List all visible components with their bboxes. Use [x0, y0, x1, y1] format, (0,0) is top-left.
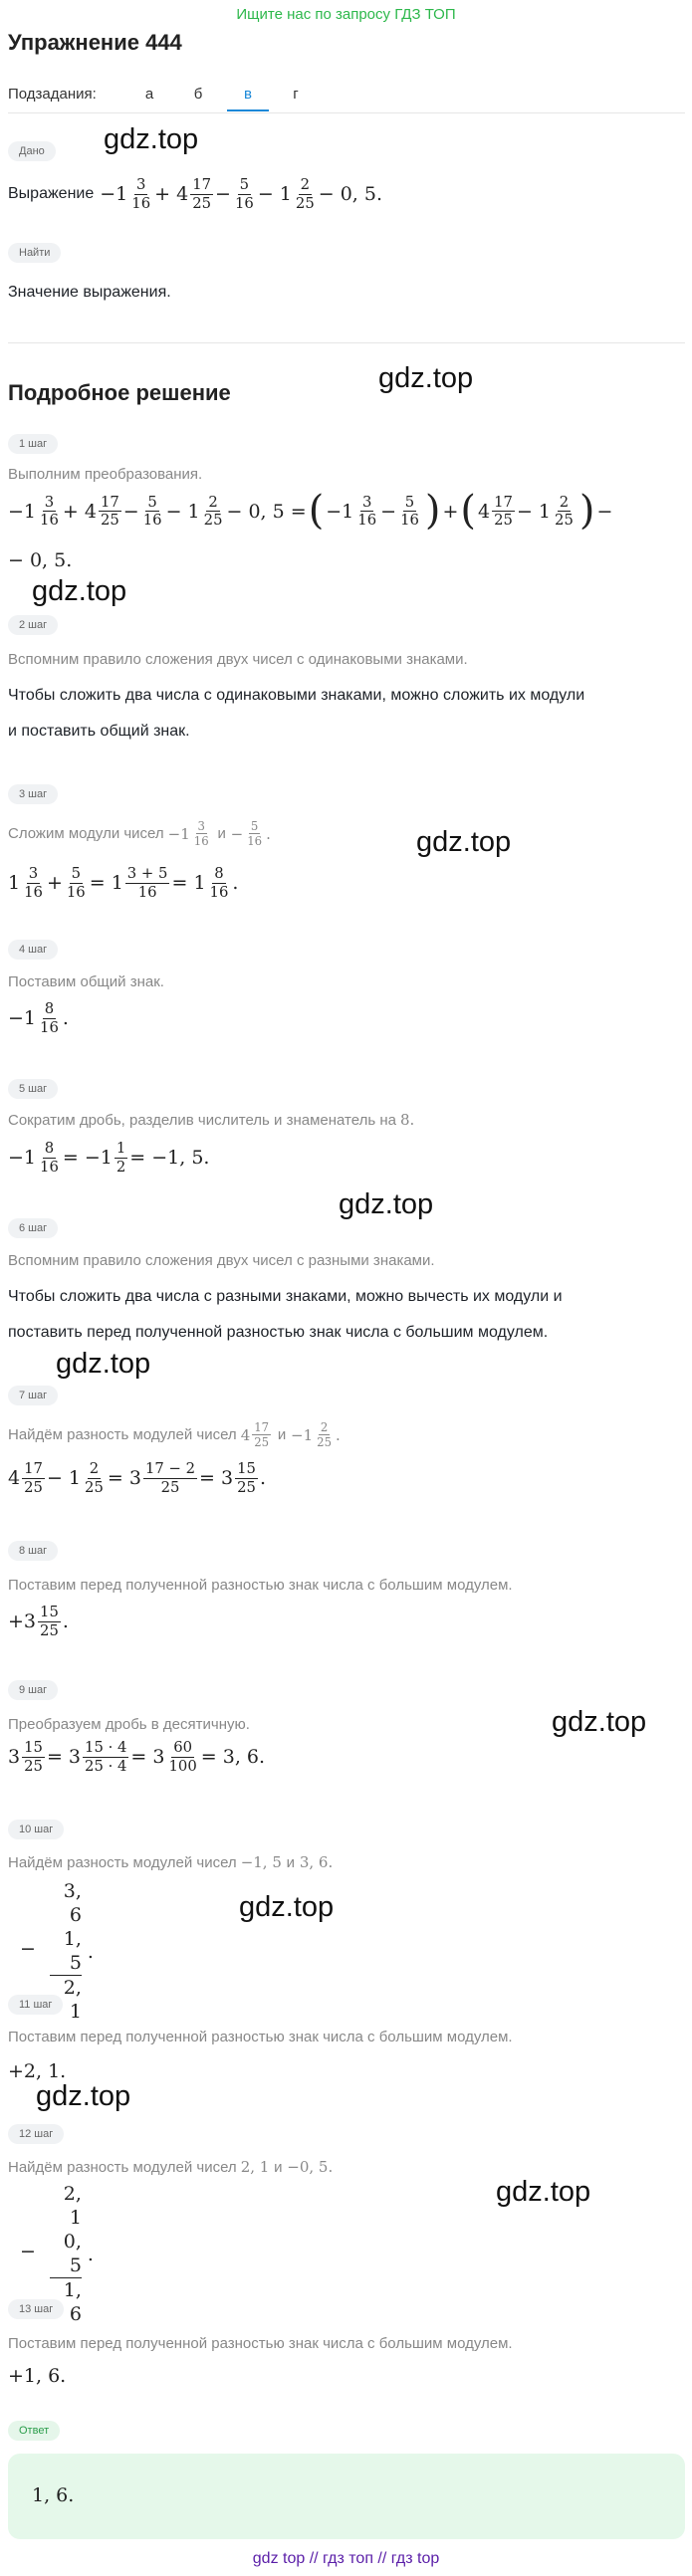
step-10-column-subtraction: − 3, 6 1, 5 2, 1 .: [20, 1880, 94, 2023]
step-9-expression: 3 $\frac{15}{25}$ = 3 $\frac{15 \cdot 4}{25 \cdot 4}$ = 3 $\frac{60}{100}$ = 3, 6.: [8, 1739, 266, 1775]
step-4-text: Поставим общий знак.: [8, 973, 164, 990]
step-13-expression: +1, 6.: [8, 2365, 67, 2387]
step-13-badge: 13 шаг: [8, 2299, 64, 2319]
watermark: gdz.top: [36, 2080, 131, 2112]
step-7-badge: 7 шаг: [8, 1386, 58, 1405]
search-banner[interactable]: Ищите нас по запросу ГДЗ ТОП: [236, 6, 456, 23]
step-6-text: Вспомним правило сложения двух чисел с разными знаками.: [8, 1252, 435, 1269]
step-1-expression: −1 $\frac{3}{16}$ + 4 $\frac{17}{25}$ − $\frac{5}{16}$ − 1 $\frac{2}{25}$ − 0, 5 = ( −1 $\frac{3}{16}$ − $\frac{5}{16}$ ) + ( 4 $\frac{17}{25}$ − 1 $\frac{2}{25}$ ) −: [8, 488, 613, 534]
step-10-statement: [8, 1853, 333, 1871]
step-6-rule-line-2: поставить перед полученной разностью знак числа с большим модулем.: [8, 1324, 549, 1341]
given-badge: Дано: [8, 141, 56, 161]
step-12-numbers: 2, 1 и −0, 5.: [240, 2158, 334, 2176]
step-3-statement: [8, 820, 271, 848]
step-1-expression-end: − 0, 5.: [8, 549, 73, 571]
subtask-tab-b[interactable]: б: [193, 86, 203, 103]
step-8-text: Поставим перед полученной разностью знак числа с большим модулем.: [8, 1577, 513, 1594]
watermark: gdz.top: [239, 1891, 335, 1923]
watermark: gdz.top: [32, 575, 127, 607]
step-12-badge: 12 шаг: [8, 2124, 64, 2144]
step-3-text: Сложим модули чисел: [8, 825, 164, 843]
step-2-badge: 2 шаг: [8, 615, 58, 635]
step-8-badge: 8 шаг: [8, 1541, 58, 1561]
watermark: gdz.top: [339, 1188, 434, 1220]
step-11-badge: 11 шаг: [8, 1995, 63, 2015]
step-6-badge: 6 шаг: [8, 1218, 58, 1238]
answer-value: 1, 6.: [32, 2484, 75, 2506]
step-3-expression: 1 $\frac{3}{16}$ + $\frac{5}{16}$ = 1 $\frac{3 + 5}{16}$ = 1 $\frac{8}{16}$ .: [8, 865, 239, 901]
step-1-badge: 1 шаг: [8, 434, 58, 454]
step-5-statement: [8, 1111, 414, 1129]
divider: [8, 112, 685, 113]
step-7-text: Найдём разность модулей чисел: [8, 1426, 237, 1444]
step-12-text: Найдём разность модулей чисел: [8, 2158, 237, 2176]
step-13-text: Поставим перед полученной разностью знак числа с большим модулем.: [8, 2335, 513, 2352]
watermark: gdz.top: [56, 1348, 151, 1380]
watermark: gdz.top: [416, 826, 512, 858]
watermark: gdz.top: [552, 1706, 647, 1738]
subtask-tab-g[interactable]: г: [293, 86, 299, 103]
step-11-text: Поставим перед полученной разностью знак числа с большим модулем.: [8, 2029, 513, 2045]
step-4-expression: −1 $\frac{8}{16}$ .: [8, 1000, 69, 1036]
step-7-numbers: 4 $\frac{17}{25}$ и −1 $\frac{2}{25}$ .: [240, 1420, 341, 1450]
footer-links[interactable]: gdz top // гдз топ // гдз top: [252, 2550, 440, 2567]
step-11-expression: +2, 1.: [8, 2060, 67, 2082]
step-2-rule-line-1: Чтобы сложить два числа с одинаковыми знаками, можно сложить их модули: [8, 687, 585, 704]
step-2-text: Вспомним правило сложения двух чисел с одинаковыми знаками.: [8, 651, 468, 668]
divider: [8, 342, 685, 343]
subtask-tab-v[interactable]: в: [244, 86, 252, 103]
watermark: gdz.top: [378, 362, 474, 394]
step-12-column-subtraction: − 2, 1 0, 5 1, 6 .: [20, 2183, 94, 2325]
answer-badge: Ответ: [8, 2421, 60, 2441]
step-2-rule-line-2: и поставить общий знак.: [8, 723, 190, 740]
find-text: Значение выражения.: [8, 284, 171, 301]
solution-title: Подробное решение: [8, 380, 231, 405]
step-5-expression: −1 $\frac{8}{16}$ = −1 $\frac{1}{2}$ = −1, 5.: [8, 1140, 210, 1176]
step-3-badge: 3 шаг: [8, 784, 58, 804]
step-7-statement: [8, 1421, 341, 1449]
step-6-rule-line-1: Чтобы сложить два числа с разными знаками, можно вычесть их модули и: [8, 1288, 563, 1305]
subtasks-label: Подзадания:: [8, 86, 97, 103]
given-expression: −1 $\frac{3}{16}$ + 4 $\frac{17}{25}$ − $\frac{5}{16}$ − 1 $\frac{2}{25}$ − 0, 5.: [100, 176, 383, 212]
find-badge: Найти: [8, 243, 61, 263]
step-5-text: Сократим дробь, разделив числитель и знаменатель на: [8, 1111, 396, 1129]
watermark: gdz.top: [104, 123, 199, 155]
step-5-badge: 5 шаг: [8, 1079, 58, 1099]
subtask-tab-a[interactable]: а: [144, 86, 154, 103]
step-10-numbers: −1, 5 и 3, 6.: [240, 1853, 334, 1871]
active-tab-indicator: [227, 109, 269, 111]
step-8-expression: +3 $\frac{15}{25}$ .: [8, 1604, 69, 1639]
step-4-badge: 4 шаг: [8, 940, 58, 960]
step-12-statement: [8, 2158, 333, 2176]
page-title: Упражнение 444: [8, 30, 182, 55]
step-9-text: Преобразуем дробь в десятичную.: [8, 1716, 250, 1733]
step-3-numbers: −1 $\frac{3}{16}$ и − $\frac{5}{16}$ .: [167, 819, 271, 849]
given-statement: [8, 177, 382, 211]
given-text: Выражение: [8, 185, 95, 203]
step-9-badge: 9 шаг: [8, 1680, 58, 1700]
step-1-text: Выполним преобразования.: [8, 466, 203, 483]
step-5-number: 8.: [399, 1111, 415, 1129]
answer-box: [8, 2454, 685, 2539]
step-10-badge: 10 шаг: [8, 1820, 64, 1839]
step-10-text: Найдём разность модулей чисел: [8, 1853, 237, 1871]
watermark: gdz.top: [496, 2176, 591, 2208]
step-7-expression: 4 $\frac{17}{25}$ − 1 $\frac{2}{25}$ = 3 $\frac{17 - 2}{25}$ = 3 $\frac{15}{25}$ .: [8, 1460, 267, 1496]
